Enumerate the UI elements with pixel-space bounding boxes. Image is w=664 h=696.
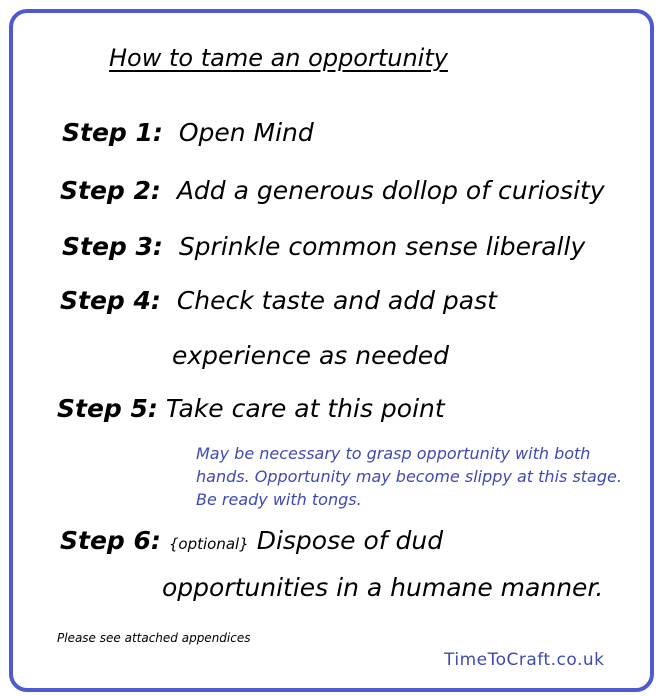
step-6-text: Dispose of dud — [256, 526, 444, 555]
step-4-text: Check taste and add past — [176, 286, 497, 315]
step-3 — [62, 232, 585, 261]
footer-note: Please see attached appendices — [57, 631, 251, 645]
brand-watermark: TimeToCraft.co.uk — [444, 650, 605, 670]
step-2-label: Step 2: — [60, 176, 161, 205]
step-5-text: Take care at this point — [165, 394, 445, 423]
step-6-optional: {optional} — [168, 535, 249, 553]
step-1 — [62, 118, 314, 147]
page-title: How to tame an opportunity — [109, 44, 448, 72]
step-4-label: Step 4: — [60, 286, 161, 315]
step-6-label: Step 6: — [60, 526, 161, 555]
step-5-label: Step 5: — [57, 394, 158, 423]
step-4-continuation: experience as needed — [172, 341, 449, 370]
step-5 — [57, 394, 445, 423]
step-2-text: Add a generous dollop of curiosity — [176, 176, 605, 205]
step-6 — [60, 526, 443, 555]
step-6-continuation: opportunities in a humane manner. — [162, 573, 604, 602]
step-3-text: Sprinkle common sense liberally — [178, 232, 586, 261]
step-5-note: May be necessary to grasp opportunity with both hands. Opportunity may become slippy at this stage. Be ready with tongs. — [196, 444, 622, 509]
step-1-text: Open Mind — [178, 118, 314, 147]
step-3-label: Step 3: — [62, 232, 163, 261]
step-1-label: Step 1: — [62, 118, 163, 147]
step-2 — [60, 176, 605, 205]
step-4 — [60, 286, 497, 315]
